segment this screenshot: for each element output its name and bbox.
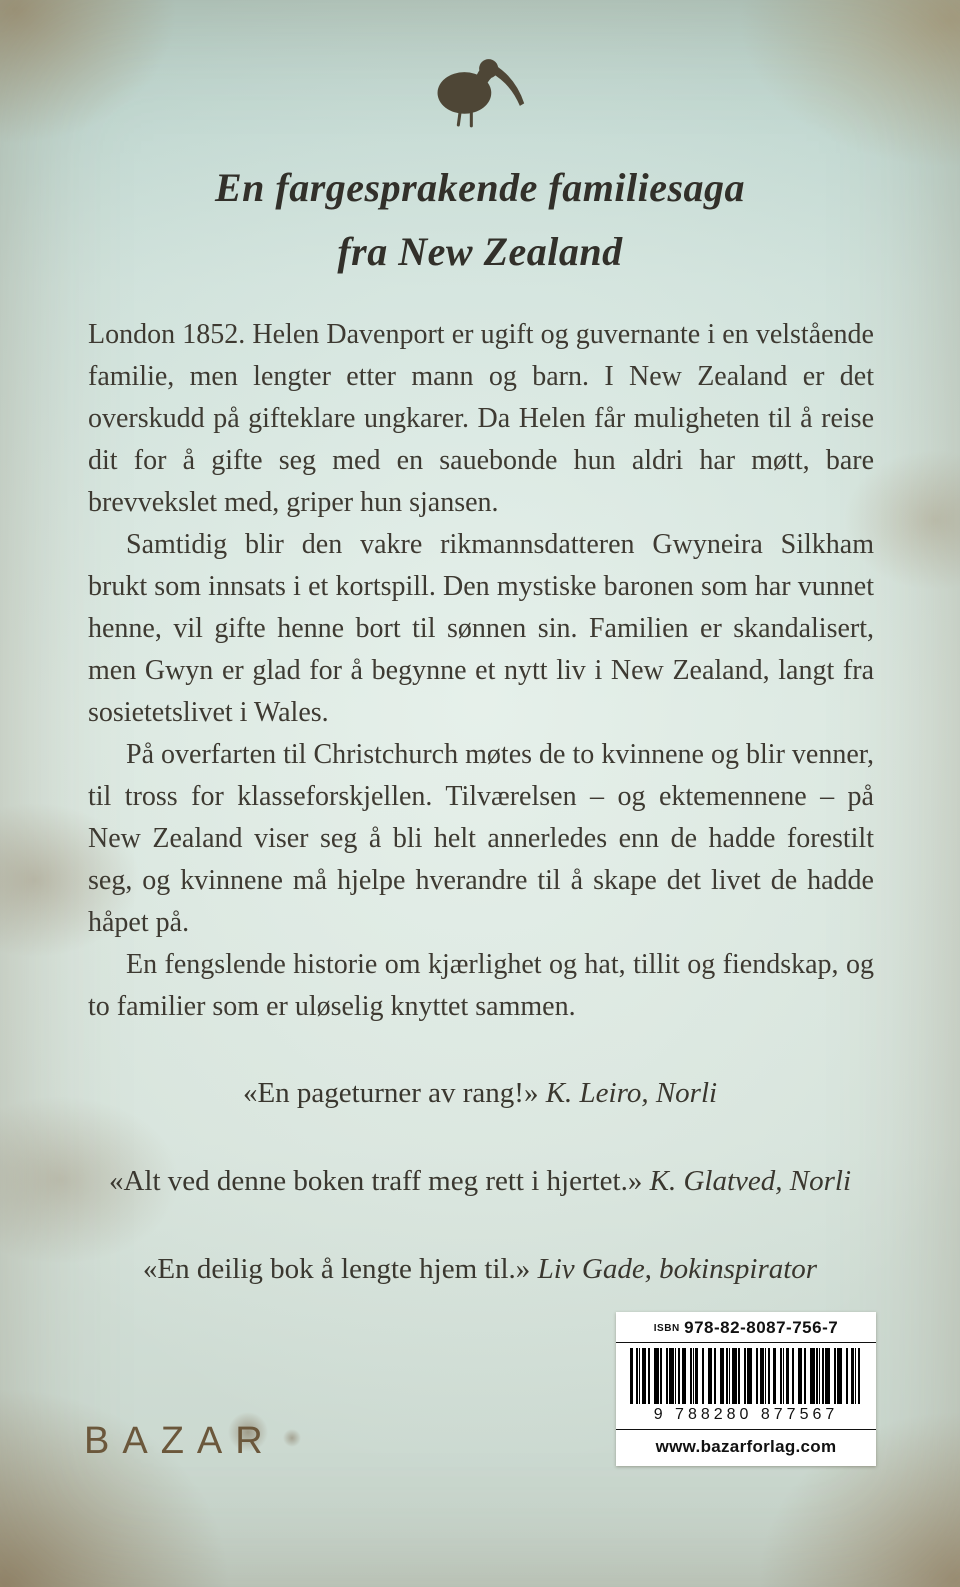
quote-attribution: K. Leiro, Norli [545, 1077, 718, 1109]
quote-attribution: K. Glatved, Norli [649, 1165, 851, 1197]
isbn-row [616, 1312, 876, 1343]
review-quote-3 [0, 1248, 960, 1290]
publisher-logo: BAZAR [84, 1420, 276, 1462]
isbn-label: ISBN [653, 1323, 680, 1334]
review-quote-2 [0, 1160, 960, 1202]
synopsis-paragraph-2: Samtidig blir den vakre rikmannsdatteren Gwyneira Silkham brukt som innsats i et kortspill. Den mystiske baronen som har vunnet henne, vil gifte henne bort til sønnen sin. Familien er skandalisert, men Gwyn er glad for å begynne et nytt liv i New Zealand, langt fra sosietetslivet i Wales. [88, 529, 874, 728]
review-quotes [0, 1072, 960, 1290]
synopsis-paragraph-4: En fengslende historie om kjærlighet og hat, tillit og fiendskap, og to familier som er uløselig knyttet sammen. [88, 949, 874, 1022]
publisher-website: www.bazarforlag.com [616, 1429, 876, 1466]
tagline-line1: En fargesprakende familiesaga [214, 165, 746, 210]
synopsis-paragraph-3: På overfarten til Christchurch møtes de to kvinnene og blir venner, til tross for klasseforskjellen. Tilværelsen – og ektemennene – på New Zealand viser seg å bli helt annerledes enn de hadde forestilt seg, og kvinnene må hjelpe hverandre til å skape det livet de hadde håpet på. [88, 739, 874, 938]
barcode-icon [630, 1348, 862, 1404]
isbn-number: 978-82-8087-756-7 [684, 1318, 839, 1337]
tagline [0, 156, 960, 284]
quote-text: «En pageturner av rang!» [242, 1077, 539, 1109]
quote-text: «Alt ved denne boken traff meg rett i hjertet.» [108, 1165, 643, 1197]
quote-attribution: Liv Gade, bokinspirator [537, 1253, 818, 1285]
tagline-line2: fra New Zealand [337, 229, 623, 274]
synopsis [88, 314, 874, 1028]
review-quote-1 [0, 1072, 960, 1114]
kiwi-icon [420, 42, 540, 130]
barcode-box [616, 1312, 876, 1466]
synopsis-paragraph-1: London 1852. Helen Davenport er ugift og guvernante i en velstående familie, men lengter etter mann og barn. I New Zealand er det overskudd på gifteklare ungkarer. Da Helen får muligheten til å reise dit for å gifte seg med en sauebonde hun aldri har møtt, bare brevvekslet med, griper hun sjansen. [88, 319, 874, 518]
quote-text: «En deilig bok å lengte hjem til.» [142, 1253, 531, 1285]
barcode-digits: 9 788280 877567 [653, 1406, 839, 1423]
